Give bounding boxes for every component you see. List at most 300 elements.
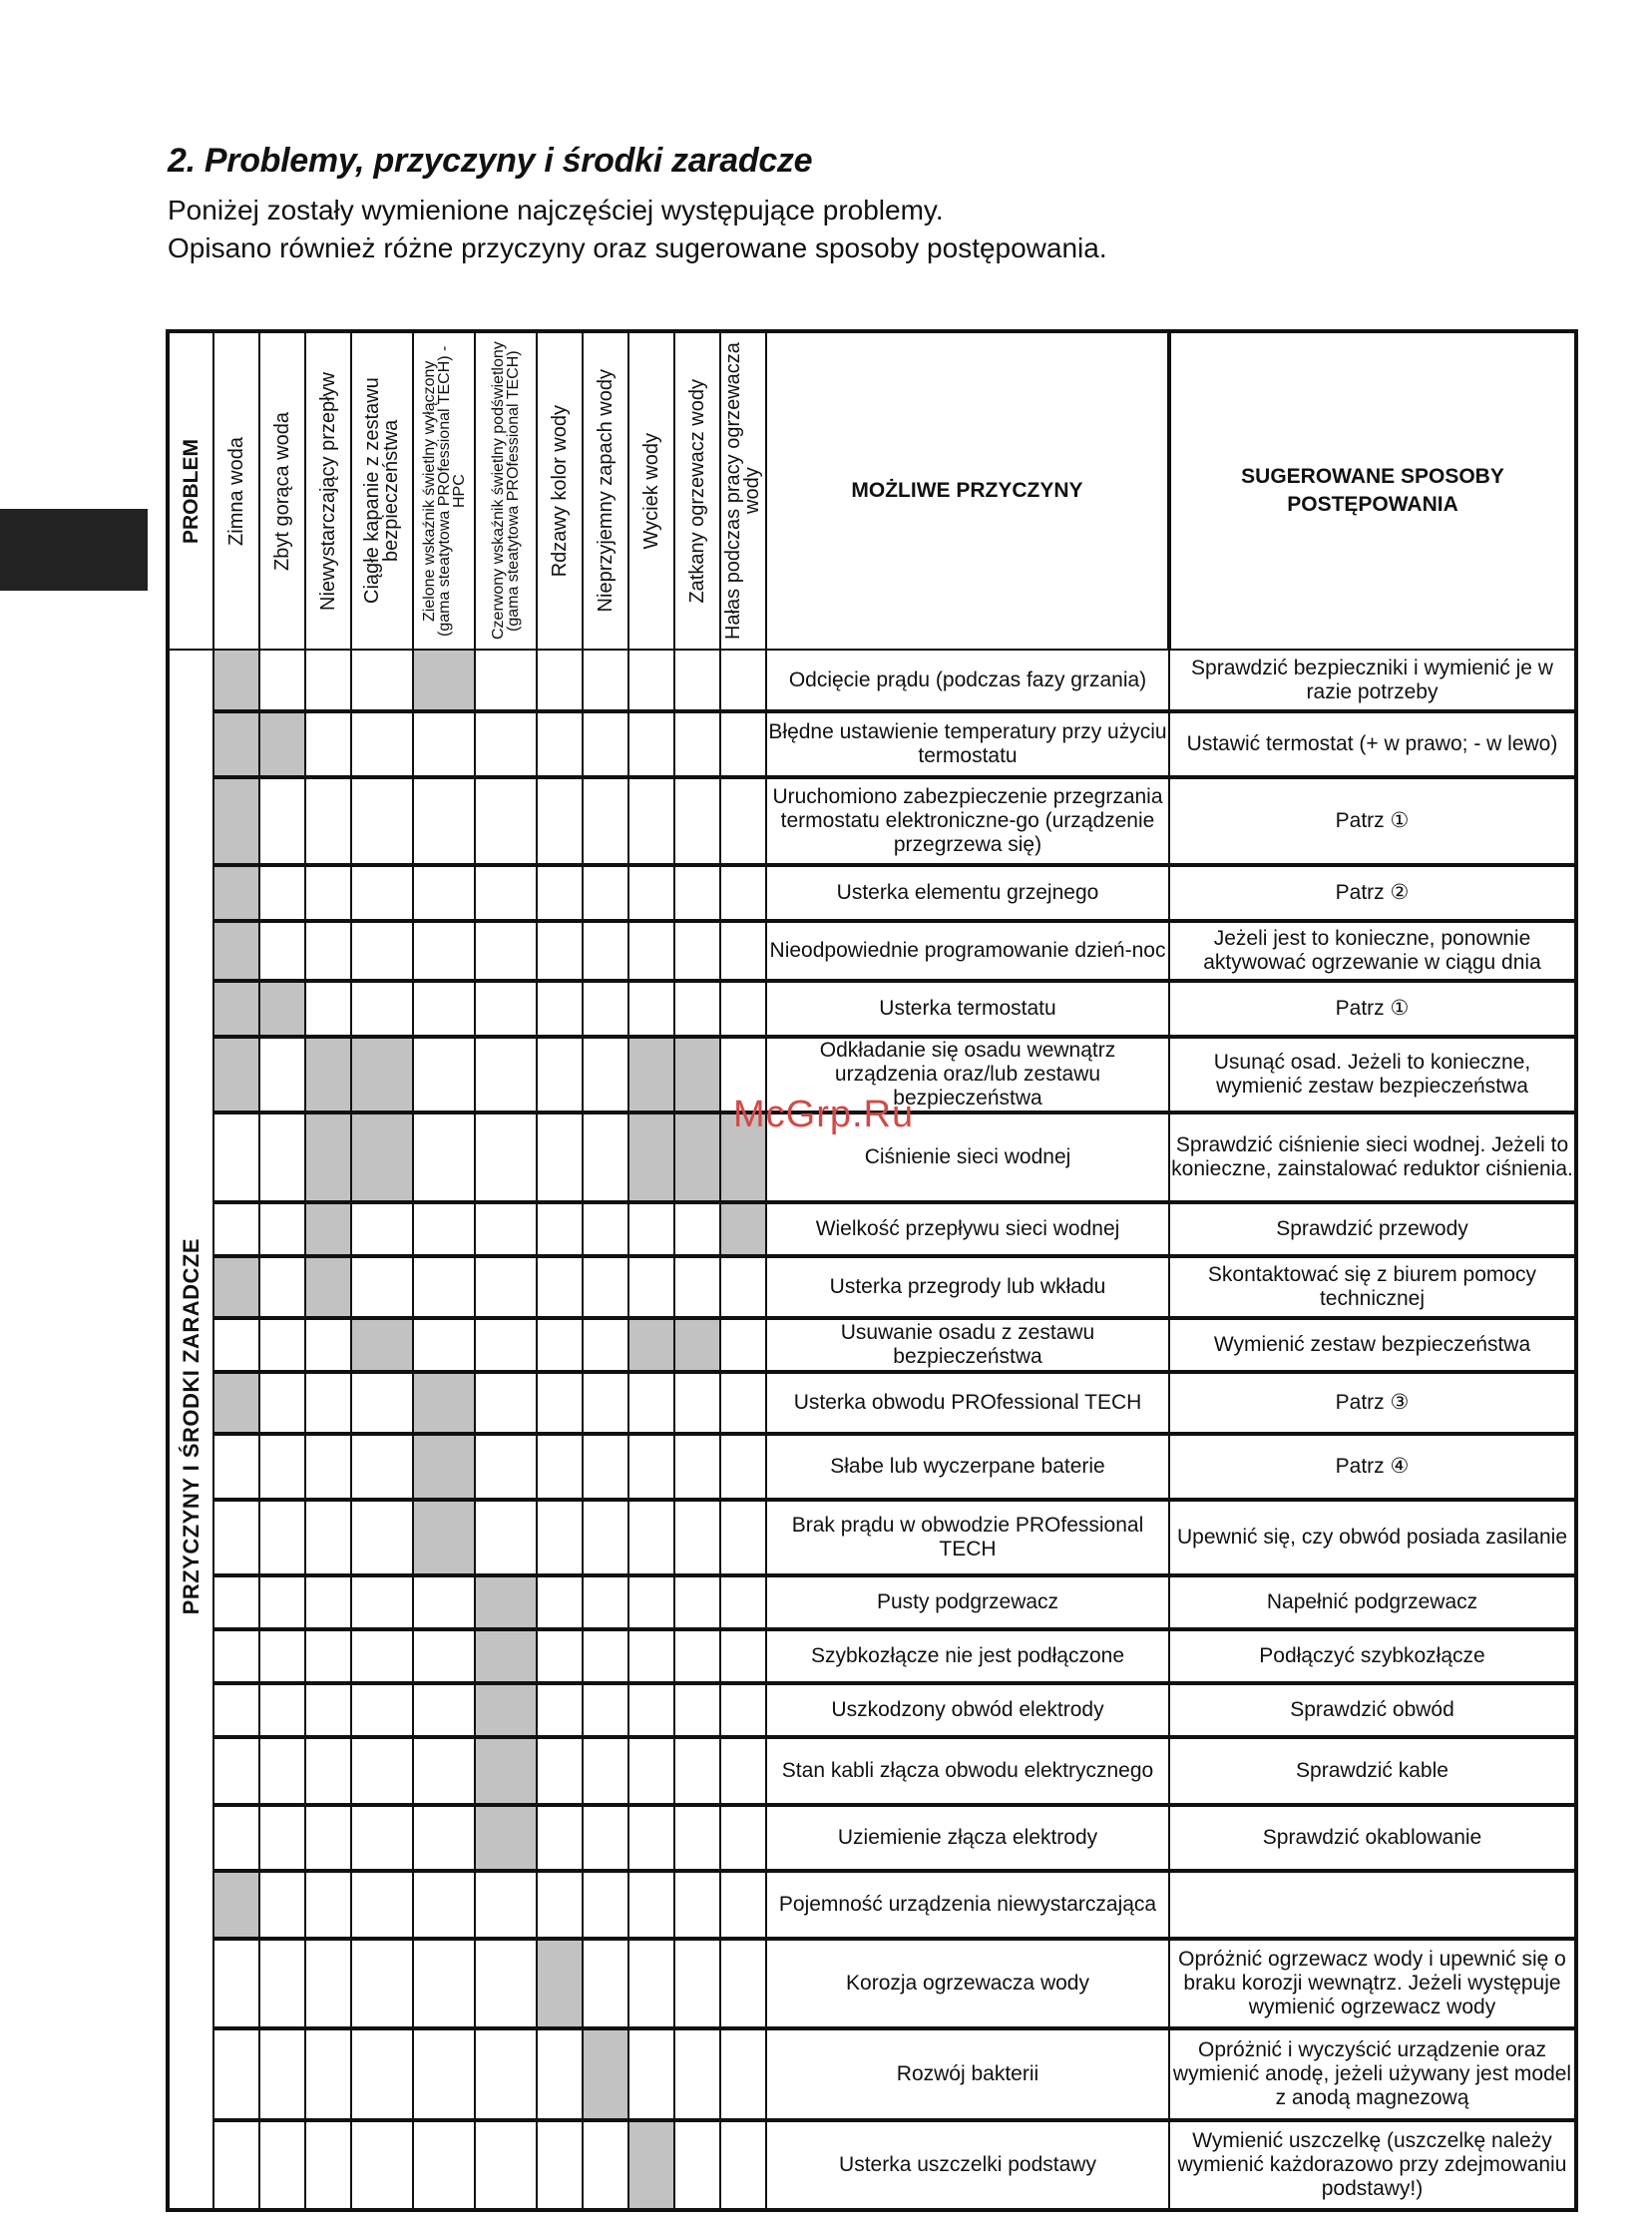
remedy-cell: Wymienić zestaw bezpieczeństwa (1169, 1318, 1576, 1372)
problem-mark-cell (259, 865, 305, 921)
cause-cell: Usuwanie osadu z zestawu bezpieczeństwa (766, 1318, 1169, 1372)
problem-mark-cell (674, 865, 720, 921)
problem-mark-cell (628, 1256, 674, 1318)
problem-mark-cell (720, 1372, 766, 1434)
problem-mark-cell (720, 2120, 766, 2210)
problem-mark-cell (720, 921, 766, 981)
problem-mark-cell (720, 1737, 766, 1805)
problem-mark-cell (628, 1737, 674, 1805)
problem-mark-cell (583, 1629, 628, 1683)
problem-mark-cell (674, 1629, 720, 1683)
problem-mark-cell (475, 1805, 537, 1871)
problem-mark-cell (674, 1113, 720, 1202)
problem-mark-cell (537, 1037, 583, 1113)
problem-mark-cell (674, 1805, 720, 1871)
remedy-cell: Sprawdzić ciśnienie sieci wodnej. Jeżeli to konieczne, zainstalować reduktor ciśnienia. (1169, 1113, 1576, 1202)
remedy-cell: Patrz ④ (1169, 1434, 1576, 1500)
problem-mark-cell (259, 1434, 305, 1500)
problem-mark-cell (720, 1939, 766, 2028)
problem-mark-cell (674, 1683, 720, 1737)
cause-cell: Rozwój bakterii (766, 2028, 1169, 2120)
problem-mark-cell (628, 1939, 674, 2028)
problem-mark-cell (413, 777, 475, 865)
problem-mark-cell (413, 1737, 475, 1805)
causes-header: MOŻLIWE PRZYCZYNY (766, 331, 1169, 650)
problem-mark-cell (537, 865, 583, 921)
cause-cell: Błędne ustawienie temperatury przy użyciu termostatu (766, 711, 1169, 777)
problem-mark-cell (583, 1434, 628, 1500)
problem-mark-cell (213, 2120, 259, 2210)
table-row (168, 1683, 1576, 1737)
remedy-cell: Ustawić termostat (+ w prawo; - w lewo) (1169, 711, 1576, 777)
problem-mark-cell (351, 2028, 413, 2120)
problem-mark-cell (583, 650, 628, 711)
problem-mark-cell (537, 1629, 583, 1683)
problem-mark-cell (305, 1256, 351, 1318)
problem-mark-cell (475, 1871, 537, 1939)
cause-cell: Nieodpowiednie programowanie dzień-noc (766, 921, 1169, 981)
problem-mark-cell (259, 711, 305, 777)
problem-col-8: Nieprzyjemny zapach wody (583, 331, 628, 650)
problem-mark-cell (413, 1500, 475, 1575)
remedy-cell: Sprawdzić okablowanie (1169, 1805, 1576, 1871)
problem-mark-cell (537, 650, 583, 711)
table-row (168, 650, 1576, 711)
problem-mark-cell (720, 865, 766, 921)
problem-mark-cell (351, 777, 413, 865)
problem-mark-cell (475, 981, 537, 1037)
cause-cell: Brak prądu w obwodzie PROfessional TECH (766, 1500, 1169, 1575)
table-row (168, 1318, 1576, 1372)
problem-mark-cell (537, 1113, 583, 1202)
section-intro (168, 192, 1107, 267)
problem-mark-cell (628, 1871, 674, 1939)
problem-mark-cell (213, 1372, 259, 1434)
problem-mark-cell (305, 777, 351, 865)
problem-mark-cell (305, 2120, 351, 2210)
problem-mark-cell (213, 1939, 259, 2028)
problem-mark-cell (213, 1871, 259, 1939)
problem-mark-cell (537, 1939, 583, 2028)
problem-mark-cell (674, 711, 720, 777)
problem-mark-cell (628, 1500, 674, 1575)
side-label (168, 650, 213, 2210)
problem-mark-cell (720, 777, 766, 865)
cause-cell: Usterka przegrody lub wkładu (766, 1256, 1169, 1318)
problem-mark-cell (720, 1629, 766, 1683)
problem-mark-cell (259, 1202, 305, 1256)
problem-col-5: Zielone wskaźnik świetlny wyłączony (gama steatytowa PROfessional TECH) - HPC (413, 331, 475, 650)
problem-mark-cell (628, 1575, 674, 1629)
problem-mark-cell (305, 1871, 351, 1939)
problem-mark-cell (351, 1318, 413, 1372)
problem-mark-cell (720, 1575, 766, 1629)
problem-mark-cell (628, 865, 674, 921)
problem-mark-cell (475, 1575, 537, 1629)
problem-mark-cell (475, 777, 537, 865)
problem-mark-cell (475, 1629, 537, 1683)
problem-mark-cell (413, 1037, 475, 1113)
problem-mark-cell (259, 650, 305, 711)
cause-cell: Uziemienie złącza elektrody (766, 1805, 1169, 1871)
problem-col-11: Hałas podczas pracy ogrzewacza wody (720, 331, 766, 650)
table-row (168, 865, 1576, 921)
problem-mark-cell (628, 777, 674, 865)
problem-mark-cell (720, 1500, 766, 1575)
problem-mark-cell (305, 1939, 351, 2028)
problem-col-1: Zimna woda (213, 331, 259, 650)
problem-mark-cell (720, 1434, 766, 1500)
table-row (168, 1805, 1576, 1871)
cause-cell: Stan kabli złącza obwodu elektrycznego (766, 1737, 1169, 1805)
problem-mark-cell (475, 1256, 537, 1318)
problem-mark-cell (351, 1500, 413, 1575)
problem-mark-cell (305, 650, 351, 711)
problem-mark-cell (413, 2120, 475, 2210)
problem-mark-cell (674, 650, 720, 711)
cause-cell: Odkładanie się osadu wewnątrz urządzenia oraz/lub zestawu bezpieczeństwa (766, 1037, 1169, 1113)
problem-mark-cell (537, 1737, 583, 1805)
troubleshooting-table (166, 329, 1578, 2212)
problem-mark-cell (720, 1683, 766, 1737)
problem-mark-cell (628, 921, 674, 981)
problem-mark-cell (475, 2120, 537, 2210)
problem-col-7: Rdzawy kolor wody (537, 331, 583, 650)
cause-cell: Pojemność urządzenia niewystarczająca (766, 1871, 1169, 1939)
problem-mark-cell (413, 1575, 475, 1629)
intro-line-1: Poniżej zostały wymienione najczęściej występujące problemy. (168, 195, 944, 225)
problem-mark-cell (583, 1202, 628, 1256)
problem-mark-cell (305, 1629, 351, 1683)
cause-cell: Usterka uszczelki podstawy (766, 2120, 1169, 2210)
problem-mark-cell (720, 1871, 766, 1939)
remedy-cell: Sprawdzić bezpieczniki i wymienić je w razie potrzeby (1169, 650, 1576, 711)
problem-mark-cell (674, 2120, 720, 2210)
problem-col-6: Czerwony wskaźnik świetlny podświetlony (gama steatytowa PROfessional TECH) (475, 331, 537, 650)
problem-mark-cell (213, 981, 259, 1037)
problem-mark-cell (537, 2028, 583, 2120)
problem-mark-cell (351, 1629, 413, 1683)
problem-mark-cell (259, 777, 305, 865)
problem-mark-cell (475, 1037, 537, 1113)
problem-col-3: Niewystarczający przepływ (305, 331, 351, 650)
problem-mark-cell (537, 981, 583, 1037)
problem-mark-cell (213, 865, 259, 921)
problem-mark-cell (351, 865, 413, 921)
table-row (168, 1256, 1576, 1318)
remedy-cell: Opróżnić ogrzewacz wody i upewnić się o braku korozji wewnątrz. Jeżeli występuje wymienić ogrzewacz wody (1169, 1939, 1576, 2028)
problem-mark-cell (413, 1939, 475, 2028)
problem-mark-cell (475, 1434, 537, 1500)
problem-mark-cell (628, 981, 674, 1037)
problem-mark-cell (583, 1256, 628, 1318)
problem-mark-cell (413, 1805, 475, 1871)
remedy-cell: Patrz ① (1169, 981, 1576, 1037)
problem-mark-cell (351, 1256, 413, 1318)
problem-col-10: Zatkany ogrzewacz wody (674, 331, 720, 650)
table-row (168, 1575, 1576, 1629)
problem-mark-cell (674, 777, 720, 865)
problem-mark-cell (583, 1737, 628, 1805)
table-row (168, 711, 1576, 777)
problem-mark-cell (583, 1037, 628, 1113)
problem-mark-cell (628, 1037, 674, 1113)
remedies-header: SUGEROWANE SPOSOBY POSTĘPOWANIA (1169, 331, 1576, 650)
problem-mark-cell (674, 921, 720, 981)
problem-mark-cell (583, 1575, 628, 1629)
problem-mark-cell (351, 1575, 413, 1629)
problem-mark-cell (475, 1683, 537, 1737)
problem-col-9: Wyciek wody (628, 331, 674, 650)
problem-mark-cell (259, 1805, 305, 1871)
problem-mark-cell (628, 1318, 674, 1372)
problem-header: PROBLEM (168, 331, 213, 650)
problem-mark-cell (720, 1256, 766, 1318)
problem-mark-cell (413, 1256, 475, 1318)
problem-mark-cell (413, 981, 475, 1037)
problem-mark-cell (351, 1037, 413, 1113)
problem-mark-cell (537, 1202, 583, 1256)
remedy-cell: Napełnić podgrzewacz (1169, 1575, 1576, 1629)
cause-cell: Pusty podgrzewacz (766, 1575, 1169, 1629)
problem-mark-cell (583, 1683, 628, 1737)
problem-mark-cell (213, 1037, 259, 1113)
problem-mark-cell (628, 711, 674, 777)
table-row (168, 1871, 1576, 1939)
remedy-cell: Jeżeli jest to konieczne, ponownie aktywować ogrzewanie w ciągu dnia (1169, 921, 1576, 981)
problem-col-2: Zbyt gorąca woda (259, 331, 305, 650)
problem-mark-cell (259, 1113, 305, 1202)
problem-mark-cell (537, 1805, 583, 1871)
problem-mark-cell (351, 921, 413, 981)
remedy-cell: Sprawdzić obwód (1169, 1683, 1576, 1737)
problem-mark-cell (583, 1500, 628, 1575)
problem-mark-cell (259, 921, 305, 981)
problem-mark-cell (475, 1113, 537, 1202)
problem-mark-cell (305, 1500, 351, 1575)
problem-mark-cell (537, 921, 583, 981)
remedy-cell: Podłączyć szybkozłącze (1169, 1629, 1576, 1683)
problem-mark-cell (720, 981, 766, 1037)
problem-mark-cell (583, 2028, 628, 2120)
problem-mark-cell (305, 921, 351, 981)
problem-mark-cell (305, 2028, 351, 2120)
problem-mark-cell (305, 981, 351, 1037)
problem-mark-cell (628, 650, 674, 711)
problem-mark-cell (305, 1434, 351, 1500)
problem-mark-cell (213, 777, 259, 865)
problem-mark-cell (583, 981, 628, 1037)
problem-mark-cell (305, 865, 351, 921)
problem-mark-cell (583, 1318, 628, 1372)
table-row (168, 921, 1576, 981)
remedy-cell: Sprawdzić przewody (1169, 1202, 1576, 1256)
remedy-cell (1169, 1871, 1576, 1939)
table-row (168, 2028, 1576, 2120)
problem-mark-cell (213, 1434, 259, 1500)
table-row (168, 1939, 1576, 2028)
problem-mark-cell (213, 1500, 259, 1575)
problem-mark-cell (628, 2120, 674, 2210)
problem-mark-cell (305, 1575, 351, 1629)
cause-cell: Odcięcie prądu (podczas fazy grzania) (766, 650, 1169, 711)
problem-mark-cell (475, 1372, 537, 1434)
problem-mark-cell (674, 1434, 720, 1500)
problem-mark-cell (259, 1256, 305, 1318)
problem-mark-cell (305, 711, 351, 777)
table-row (168, 2120, 1576, 2210)
problem-mark-cell (628, 1629, 674, 1683)
problem-mark-cell (475, 1318, 537, 1372)
problem-mark-cell (213, 921, 259, 981)
problem-mark-cell (413, 711, 475, 777)
table-row (168, 1372, 1576, 1434)
problem-mark-cell (674, 1871, 720, 1939)
remedy-cell: Upewnić się, czy obwód posiada zasilanie (1169, 1500, 1576, 1575)
remedy-cell: Usunąć osad. Jeżeli to konieczne, wymienić zestaw bezpieczeństwa (1169, 1037, 1576, 1113)
cause-cell: Wielkość przepływu sieci wodnej (766, 1202, 1169, 1256)
problem-mark-cell (674, 1372, 720, 1434)
remedy-cell: Wymienić uszczelkę (uszczelkę należy wymienić każdorazowo przy zdejmowaniu podstawy!) (1169, 2120, 1576, 2210)
problem-mark-cell (259, 1629, 305, 1683)
cause-cell: Słabe lub wyczerpane baterie (766, 1434, 1169, 1500)
problem-mark-cell (305, 1318, 351, 1372)
problem-mark-cell (537, 1683, 583, 1737)
problem-mark-cell (351, 2120, 413, 2210)
problem-mark-cell (720, 711, 766, 777)
remedy-cell: Skontaktować się z biurem pomocy technicznej (1169, 1256, 1576, 1318)
problem-mark-cell (720, 1318, 766, 1372)
table-row (168, 1434, 1576, 1500)
section-title: 2. Problemy, przyczyny i środki zaradcze (168, 142, 813, 180)
problem-mark-cell (305, 1372, 351, 1434)
problem-mark-cell (213, 1575, 259, 1629)
problem-mark-cell (537, 1500, 583, 1575)
problem-mark-cell (628, 1202, 674, 1256)
problem-mark-cell (413, 1629, 475, 1683)
problem-mark-cell (213, 1256, 259, 1318)
problem-mark-cell (259, 1871, 305, 1939)
problem-mark-cell (305, 1683, 351, 1737)
problem-mark-cell (537, 1434, 583, 1500)
problem-mark-cell (259, 2120, 305, 2210)
problem-mark-cell (413, 1683, 475, 1737)
cause-cell: Ciśnienie sieci wodnej (766, 1113, 1169, 1202)
problem-mark-cell (628, 1372, 674, 1434)
problem-mark-cell (720, 650, 766, 711)
problem-mark-cell (475, 711, 537, 777)
problem-mark-cell (213, 1805, 259, 1871)
table-row (168, 1737, 1576, 1805)
problem-mark-cell (537, 711, 583, 777)
problem-mark-cell (413, 1871, 475, 1939)
problem-mark-cell (351, 1434, 413, 1500)
problem-mark-cell (351, 650, 413, 711)
problem-mark-cell (413, 1434, 475, 1500)
problem-mark-cell (413, 650, 475, 711)
problem-mark-cell (537, 1575, 583, 1629)
problem-mark-cell (305, 1737, 351, 1805)
problem-mark-cell (351, 711, 413, 777)
problem-mark-cell (351, 1871, 413, 1939)
problem-mark-cell (720, 2028, 766, 2120)
problem-mark-cell (583, 1939, 628, 2028)
problem-mark-cell (674, 1575, 720, 1629)
problem-mark-cell (583, 1871, 628, 1939)
problem-mark-cell (259, 1575, 305, 1629)
problem-mark-cell (351, 1113, 413, 1202)
problem-mark-cell (674, 2028, 720, 2120)
remedy-cell: Opróżnić i wyczyścić urządzenie oraz wymienić anodę, jeżeli używany jest model z anodą magnezową (1169, 2028, 1576, 2120)
problem-mark-cell (537, 1372, 583, 1434)
problem-mark-cell (674, 1318, 720, 1372)
intro-line-2: Opisano również różne przyczyny oraz sugerowane sposoby postępowania. (168, 232, 1107, 263)
problem-mark-cell (305, 1037, 351, 1113)
remedy-cell: Patrz ① (1169, 777, 1576, 865)
problem-mark-cell (674, 1500, 720, 1575)
cause-cell: Usterka elementu grzejnego (766, 865, 1169, 921)
problem-mark-cell (583, 1805, 628, 1871)
problem-mark-cell (259, 981, 305, 1037)
problem-mark-cell (537, 1256, 583, 1318)
problem-mark-cell (583, 865, 628, 921)
side-label-text: PRZYCZYNY I ŚRODKI ZARADCZE (178, 1238, 204, 1615)
problem-mark-cell (583, 1113, 628, 1202)
problem-mark-cell (213, 1629, 259, 1683)
problem-mark-cell (674, 1939, 720, 2028)
problem-mark-cell (537, 1318, 583, 1372)
problem-mark-cell (351, 1939, 413, 2028)
problem-mark-cell (413, 1318, 475, 1372)
cause-cell: Uszkodzony obwód elektrody (766, 1683, 1169, 1737)
problem-mark-cell (413, 1202, 475, 1256)
problem-mark-cell (259, 1939, 305, 2028)
problem-mark-cell (720, 1202, 766, 1256)
problem-mark-cell (475, 1202, 537, 1256)
table-row (168, 1500, 1576, 1575)
problem-mark-cell (305, 1202, 351, 1256)
problem-mark-cell (674, 1202, 720, 1256)
problem-mark-cell (351, 1372, 413, 1434)
problem-mark-cell (583, 1372, 628, 1434)
cause-cell: Korozja ogrzewacza wody (766, 1939, 1169, 2028)
cause-cell: Usterka obwodu PROfessional TECH (766, 1372, 1169, 1434)
cause-cell: Szybkozłącze nie jest podłączone (766, 1629, 1169, 1683)
problem-mark-cell (213, 1113, 259, 1202)
problem-mark-cell (259, 1372, 305, 1434)
problem-mark-cell (628, 1683, 674, 1737)
problem-mark-cell (351, 1737, 413, 1805)
problem-mark-cell (475, 1737, 537, 1805)
problem-col-4: Ciągłe kapanie z zestawu bezpieczeństwa (351, 331, 413, 650)
problem-mark-cell (213, 1683, 259, 1737)
table-row (168, 1202, 1576, 1256)
problem-mark-cell (583, 711, 628, 777)
problem-mark-cell (351, 1683, 413, 1737)
problem-mark-cell (305, 1805, 351, 1871)
problem-mark-cell (674, 1256, 720, 1318)
problem-mark-cell (213, 650, 259, 711)
problem-mark-cell (628, 1113, 674, 1202)
remedy-cell: Patrz ② (1169, 865, 1576, 921)
problem-mark-cell (213, 1737, 259, 1805)
problem-mark-cell (628, 2028, 674, 2120)
table-row (168, 1629, 1576, 1683)
problem-mark-cell (674, 1737, 720, 1805)
problem-mark-cell (259, 1683, 305, 1737)
problem-mark-cell (259, 1737, 305, 1805)
problem-mark-cell (537, 1871, 583, 1939)
